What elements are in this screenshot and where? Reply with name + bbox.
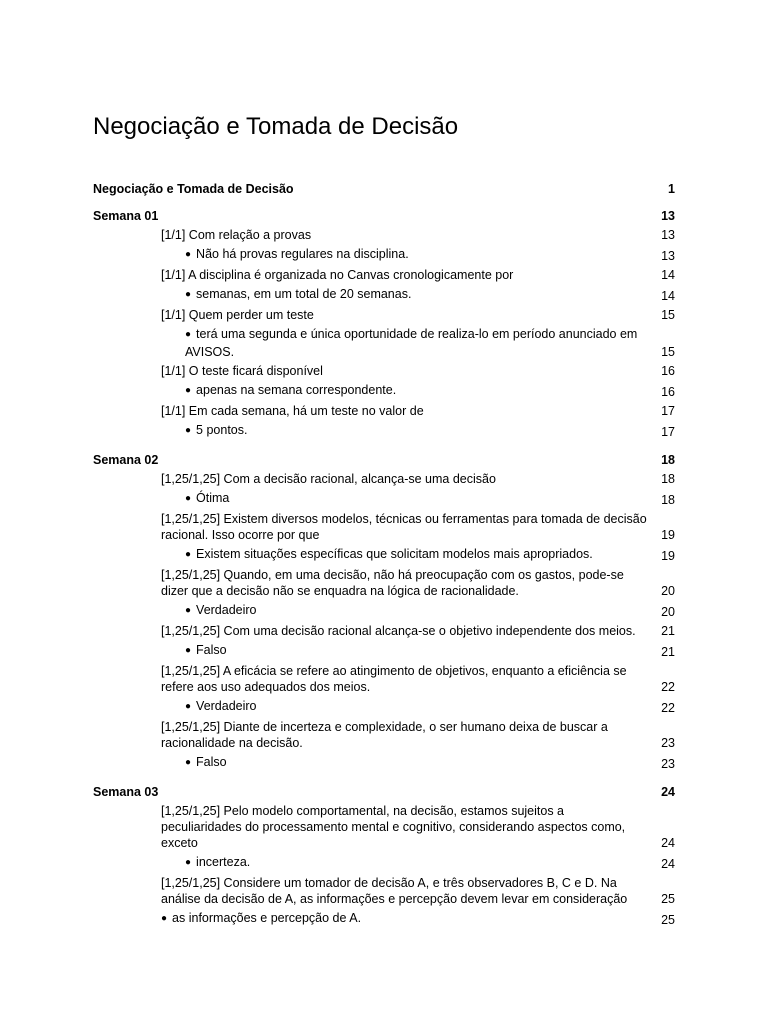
toc-entry-text: [1/1] A disciplina é organizada no Canvas cronologicamente por — [161, 268, 514, 282]
toc-entry-page: 18 — [661, 493, 675, 507]
toc-entry-page: 19 — [661, 549, 675, 563]
toc-answer-entry[interactable] — [93, 326, 675, 360]
toc-entry-text: [1,25/1,25] A eficácia se refere ao atingimento de objetivos, enquanto a eficiência se refere aos uso adequados dos meios. — [161, 664, 627, 694]
toc-question-entry[interactable] — [93, 623, 675, 639]
toc-entry-text: [1,25/1,25] Diante de incerteza e complexidade, o ser humano deixa de buscar a racionalidade na decisão. — [161, 720, 608, 750]
toc-entry-page: 13 — [661, 228, 675, 242]
toc-entry-text: ● as informações e percepção de A. — [161, 910, 655, 928]
toc-answer-entry[interactable] — [93, 422, 675, 440]
toc-section-title: Semana 03 — [93, 785, 159, 799]
toc-entry-text: ● Verdadeiro — [185, 602, 655, 620]
toc-entry-page: 23 — [661, 757, 675, 771]
toc-question-entry[interactable] — [93, 663, 675, 695]
toc-question-entry[interactable] — [93, 803, 675, 851]
toc-answer-entry[interactable] — [93, 546, 675, 564]
toc-section-title: Semana 02 — [93, 453, 159, 467]
toc-entry-page: 14 — [661, 289, 675, 303]
toc-entry-page: 24 — [661, 857, 675, 871]
toc-entry-text: ● Existem situações específicas que solicitam modelos mais apropriados. — [185, 546, 655, 564]
toc-entry-text: ● apenas na semana correspondente. — [185, 382, 655, 400]
toc-entry-page: 1 — [668, 182, 675, 196]
toc-entry-page: 23 — [661, 736, 675, 750]
toc-entry-page: 22 — [661, 701, 675, 715]
toc-question-entry[interactable] — [93, 363, 675, 379]
toc-entry-text: ● Falso — [185, 642, 655, 660]
toc-answer-entry[interactable] — [93, 246, 675, 264]
toc-entry-title: Negociação e Tomada de Decisão — [93, 182, 294, 196]
toc-entry-page: 17 — [661, 425, 675, 439]
toc-entry-text: [1,25/1,25] Quando, em uma decisão, não há preocupação com os gastos, pode-se dizer que a decisão não se enquadra na lógica de racionalidade. — [161, 568, 624, 598]
toc-entry-page: 17 — [661, 404, 675, 418]
toc-entry-page: 20 — [661, 584, 675, 598]
toc-entry-text: ● 5 pontos. — [185, 422, 655, 440]
toc-entry-page: 16 — [661, 364, 675, 378]
toc-entry-text: ● semanas, em um total de 20 semanas. — [185, 286, 655, 304]
toc-entry-text: ● Ótima — [185, 490, 655, 508]
toc-entry-text: [1,25/1,25] Considere um tomador de decisão A, e três observadores B, C e D. Na análise da decisão de A, as informações e percepção devem levar em consideração — [161, 876, 628, 906]
toc-entry-page: 15 — [661, 345, 675, 359]
toc-section — [93, 452, 675, 772]
toc-section-title: Semana 01 — [93, 209, 159, 223]
toc-section-heading[interactable] — [93, 208, 675, 224]
toc-entry-page: 18 — [661, 472, 675, 486]
toc-entry-text: [1,25/1,25] Com a decisão racional, alcança-se uma decisão — [161, 472, 496, 486]
toc-entry-page: 21 — [661, 645, 675, 659]
table-of-contents — [93, 181, 675, 928]
toc-entry-text: [1/1] O teste ficará disponível — [161, 364, 323, 378]
document-title: Negociação e Tomada de Decisão — [93, 113, 459, 140]
toc-entry-text: ● Verdadeiro — [185, 698, 655, 716]
toc-question-entry[interactable] — [93, 910, 675, 928]
toc-section — [93, 784, 675, 928]
toc-entry-page: 13 — [661, 249, 675, 263]
toc-entry-text: [1,25/1,25] Pelo modelo comportamental, na decisão, estamos sujeitos a peculiaridades do processamento mental e cognitivo, considerando aspectos como, exceto — [161, 804, 626, 850]
toc-question-entry[interactable] — [93, 403, 675, 419]
toc-answer-entry[interactable] — [93, 382, 675, 400]
document-page — [93, 112, 675, 940]
toc-question-entry[interactable] — [93, 511, 675, 543]
toc-entry-page: 24 — [661, 836, 675, 850]
toc-question-entry[interactable] — [93, 471, 675, 487]
toc-entry-text: ● Não há provas regulares na disciplina. — [185, 246, 655, 264]
toc-section-heading[interactable] — [93, 452, 675, 468]
toc-entry-text: [1/1] Com relação a provas — [161, 228, 312, 242]
toc-entry-text: [1/1] Em cada semana, há um teste no valor de — [161, 404, 424, 418]
toc-entry-page: 20 — [661, 605, 675, 619]
toc-question-entry[interactable] — [93, 267, 675, 283]
toc-question-entry[interactable] — [93, 719, 675, 751]
toc-entry-page: 25 — [661, 913, 675, 927]
toc-entry-text: [1,25/1,25] Existem diversos modelos, técnicas ou ferramentas para tomada de decisão racional. Isso ocorre por que — [161, 512, 647, 542]
toc-entry-text: ● Falso — [185, 754, 655, 772]
toc-answer-entry[interactable] — [93, 602, 675, 620]
toc-entry-page: 21 — [661, 624, 675, 638]
toc-answer-entry[interactable] — [93, 642, 675, 660]
toc-question-entry[interactable] — [93, 227, 675, 243]
toc-answer-entry[interactable] — [93, 854, 675, 872]
toc-answer-entry[interactable] — [93, 490, 675, 508]
toc-section — [93, 208, 675, 440]
toc-section-page: 13 — [661, 209, 675, 223]
toc-answer-entry[interactable] — [93, 754, 675, 772]
toc-entry-page: 15 — [661, 308, 675, 322]
toc-entry-text: [1/1] Quem perder um teste — [161, 308, 314, 322]
toc-section-page: 24 — [661, 785, 675, 799]
toc-question-entry[interactable] — [93, 567, 675, 599]
toc-section-page: 18 — [661, 453, 675, 467]
toc-question-entry[interactable] — [93, 307, 675, 323]
toc-entry-text: [1,25/1,25] Com uma decisão racional alcança-se o objetivo independente dos meios. — [161, 624, 636, 638]
toc-entry-top[interactable] — [93, 181, 675, 197]
toc-entry-text: ● terá uma segunda e única oportunidade de realiza-lo em período anunciado em AVISOS. — [185, 326, 655, 360]
toc-entry-text: ● incerteza. — [185, 854, 655, 872]
toc-answer-entry[interactable] — [93, 286, 675, 304]
toc-question-entry[interactable] — [93, 875, 675, 907]
toc-entry-page: 22 — [661, 680, 675, 694]
toc-entry-page: 25 — [661, 892, 675, 906]
toc-answer-entry[interactable] — [93, 698, 675, 716]
toc-entry-page: 14 — [661, 268, 675, 282]
toc-entry-page: 19 — [661, 528, 675, 542]
toc-entry-page: 16 — [661, 385, 675, 399]
toc-section-heading[interactable] — [93, 784, 675, 800]
